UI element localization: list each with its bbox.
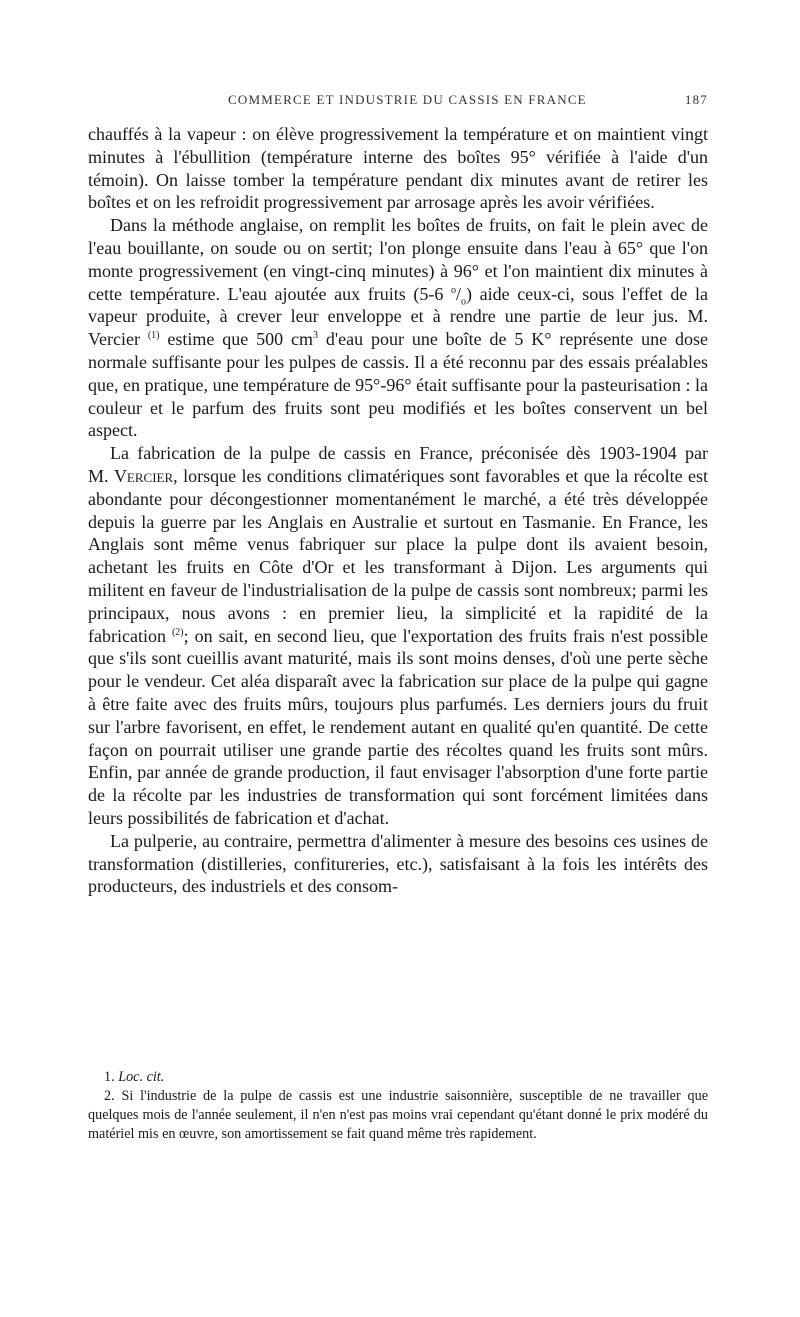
footnote-1: 1. Loc. cit.	[104, 1069, 165, 1085]
page-number: 187	[684, 92, 708, 107]
paragraph-pulperie: La pulperie, au contraire, permettra d'alimenter à mesure des besoins ces usines de transformation (distilleries, confitureries, etc.), satisfaisant à la fois les intérêts des producteurs, des industriels et des consom-	[88, 830, 708, 897]
running-header	[88, 92, 708, 114]
footnote-2: 2. Si l'industrie de la pulpe de cassis est une industrie saisonnière, susceptible de ne travailler que quelques mois de l'année seulement, il n'en n'est pas moins vrai cependant qu'étant donné le prix modéré du matériel mis en œuvre, son amortissement se fait quand même très rapidement.	[88, 1088, 708, 1142]
footnote-ref-2[interactable]: (2)	[171, 626, 184, 638]
main-text	[88, 123, 708, 898]
footnote-ref-1[interactable]: (1)	[147, 330, 160, 342]
author-name: Vercier	[113, 465, 174, 486]
paragraph-english-method: Dans la méthode anglaise, on remplit les boîtes de fruits, on fait le plein avec de l'eau bouillante, on soude ou on sertit; l'on plonge ensuite dans l'eau à 65° que l'on monte progressivement (en vingt-cinq minutes) à 96° et l'on maintient dix minutes à cette température. L'eau ajoutée aux fruits (5-6 $^o/_o$) aide ceux-ci, sous l'effet de la vapeur produite, à crever leur enveloppe et à rendre une partie de leur jus. M. Vercier $^{(1)}$ estime que 500 $cm^3$ d'eau pour une boîte de 5 K° représente une dose normale suffisante pour les pulpes de cassis. Il a été reconnu par des essais préalables que, en pratique, une température de 95°-96° était suffisante pour la pasteurisation : la couleur et le parfum des fruits sont peu modifiés et les boîtes conservent un bel aspect.	[88, 215, 709, 441]
paragraph-continuation: chauffés à la vapeur : on élève progressivement la température et on maintient vingt minutes à l'ébullition (température interne des boîtes 95° vérifiée à l'aide d'un témoin). On laisse tomber la température pendant dix minutes avant de retirer les boîtes et on les refroidit progressivement par arrosage après les avoir vérifiées.	[88, 124, 708, 213]
footnotes	[88, 1068, 708, 1144]
paragraph-pulp-fabrication: La fabrication de la pulpe de cassis en France, préconisée dès 1903-1904 par M. Vercier, lorsque les conditions climatériques sont favorables et que la récolte est abondante pour décongestionner momentanément le marché, a été très développée depuis la guerre par les Anglais en Australie et surtout en Tasmanie. En France, les Anglais sont même venus fabriquer sur place la pulpe dont ils avaient besoin, achetant les fruits en Côte d'Or et les transformant à Dijon. Les arguments qui militent en faveur de l'industrialisation de la pulpe de cassis sont nombreux; parmi les principaux, nous avons : en premier lieu, la simplicité et la rapidité de la fabrication $^{(2)}$; on sait, en second lieu, que l'exportation des fruits frais n'est possible que s'ils sont cueillis avant maturité, mais ils sont moins denses, d'où une perte sèche pour le vendeur. Cet aléa disparaît avec la fabrication sur place de la pulpe qui gagne à être faite avec des fruits mûrs, toujours plus parfumés. Les derniers jours du fruit sur l'arbre favorisent, en effet, le rendement autant en qualité qu'en quantité. De cette façon on pourrait utiliser une grande partie des récoltes quand les fruits sont mûrs. Enfin, par année de grande production, il faut envisager l'absorption d'une forte partie de la récolte par les industries de transformation qui sont forcément limitées dans leurs possibilités de fabrication et d'achat.	[88, 443, 709, 828]
running-title: COMMERCE ET INDUSTRIE DU CASSIS EN FRANCE	[228, 92, 587, 107]
